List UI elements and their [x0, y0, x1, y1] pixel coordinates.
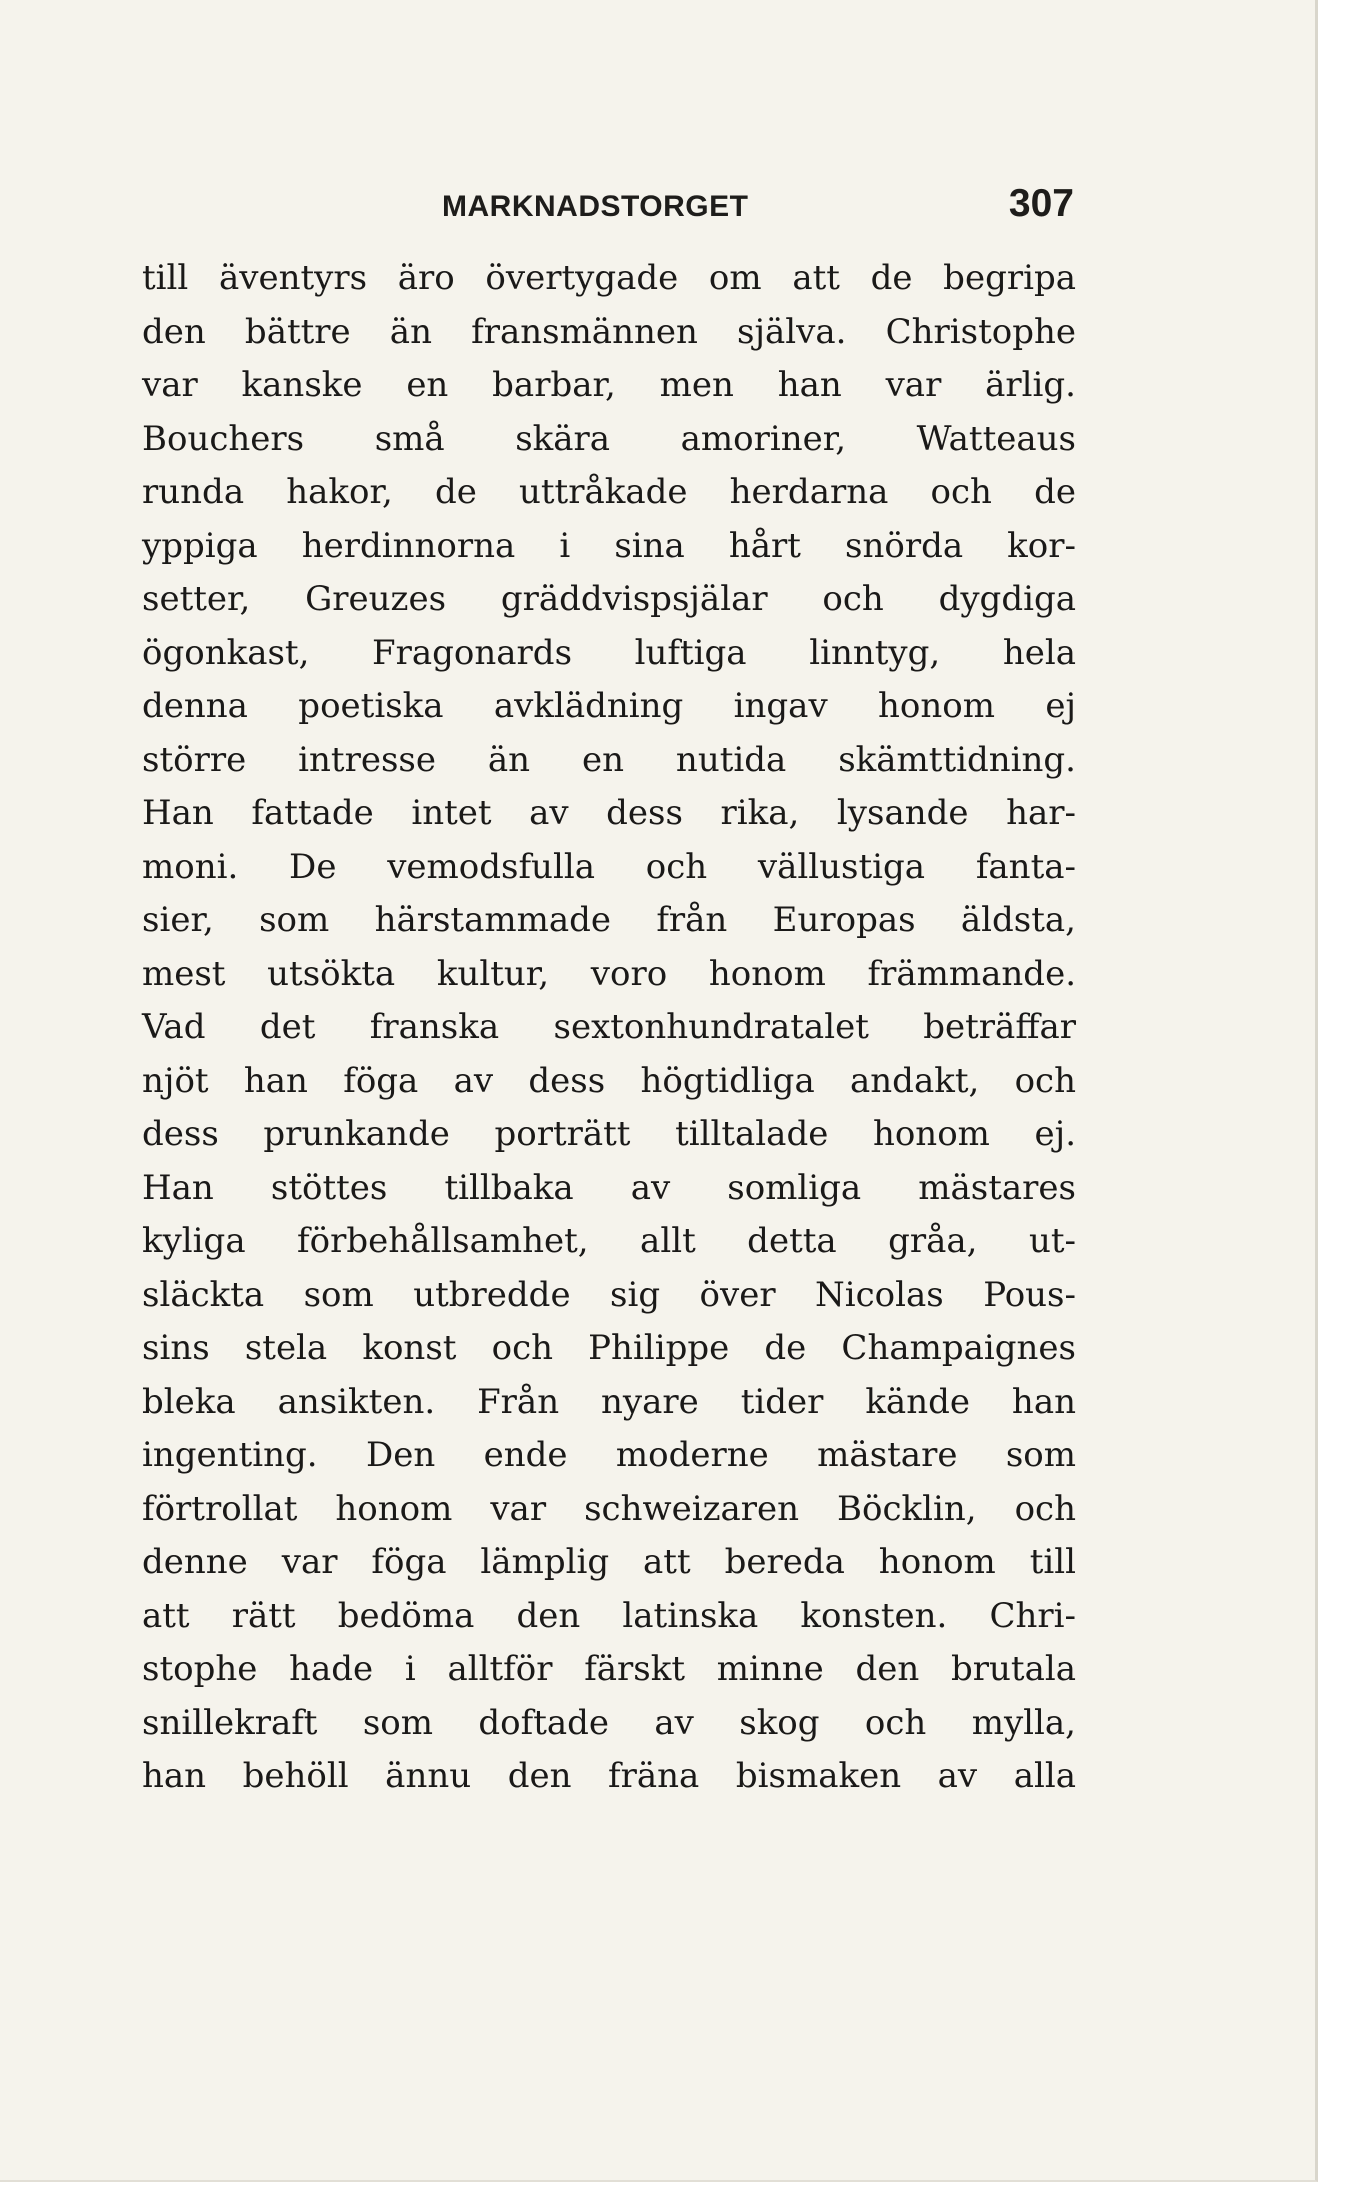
text-line: släckta som utbredde sig över Nicolas Pous-: [142, 1274, 1076, 1315]
page-header: [140, 180, 1074, 240]
text-line: Han stöttes tillbaka av somliga mästares: [142, 1167, 1076, 1208]
text-line: moni. De vemodsfulla och vällustiga fanta-: [142, 846, 1076, 887]
text-line: var kanske en barbar, men han var ärlig.: [142, 365, 1076, 405]
text-line: sier, som härstammade från Europas äldsta,: [142, 900, 1076, 940]
body-text: [142, 252, 1076, 1804]
text-line: sins stela konst och Philippe de Champaignes: [142, 1328, 1076, 1368]
text-line: Bouchers små skära amoriner, Watteaus: [142, 418, 1076, 459]
text-line: stophe hade i alltför färskt minne den brutala: [142, 1649, 1076, 1689]
text-line: till äventyrs äro övertygade om att de begripa: [142, 258, 1076, 298]
text-line: ingenting. Den ende moderne mästare som: [142, 1435, 1076, 1475]
text-line: större intresse än en nutida skämttidning.: [142, 739, 1076, 780]
text-line: förtrollat honom var schweizaren Böcklin, och: [142, 1488, 1076, 1529]
text-line: ögonkast, Fragonards luftiga linntyg, hela: [142, 632, 1076, 673]
page-number: 307: [1008, 182, 1074, 225]
text-line: njöt han föga av dess högtidliga andakt, och: [142, 1060, 1076, 1101]
text-line: Han fattade intet av dess rika, lysande har-: [142, 793, 1076, 833]
text-line: att rätt bedöma den latinska konsten. Chri-: [142, 1595, 1076, 1636]
text-line: bleka ansikten. Från nyare tider kände han: [142, 1381, 1076, 1422]
text-line: denna poetiska avklädning ingav honom ej: [142, 686, 1076, 726]
text-line: denne var föga lämplig att bereda honom till: [142, 1542, 1076, 1582]
text-line: den bättre än fransmännen själva. Christophe: [142, 311, 1076, 352]
text-line: Vad det franska sextonhundratalet beträffar: [142, 1007, 1076, 1047]
text-line: setter, Greuzes gräddvispsjälar och dygdiga: [142, 579, 1076, 619]
text-line: yppiga herdinnorna i sina hårt snörda kor-: [142, 525, 1076, 566]
text-line: runda hakor, de uttråkade herdarna och de: [142, 472, 1076, 512]
text-line: han behöll ännu den fräna bismaken av alla: [142, 1756, 1076, 1796]
running-title: MARKNADSTORGET: [442, 190, 749, 223]
text-line: kyliga förbehållsamhet, allt detta gråa, ut-: [142, 1221, 1076, 1261]
text-line: snillekraft som doftade av skog och mylla,: [142, 1702, 1076, 1743]
text-line: dess prunkande porträtt tilltalade honom ej.: [142, 1114, 1076, 1154]
text-line: mest utsökta kultur, voro honom främmande.: [142, 953, 1076, 994]
